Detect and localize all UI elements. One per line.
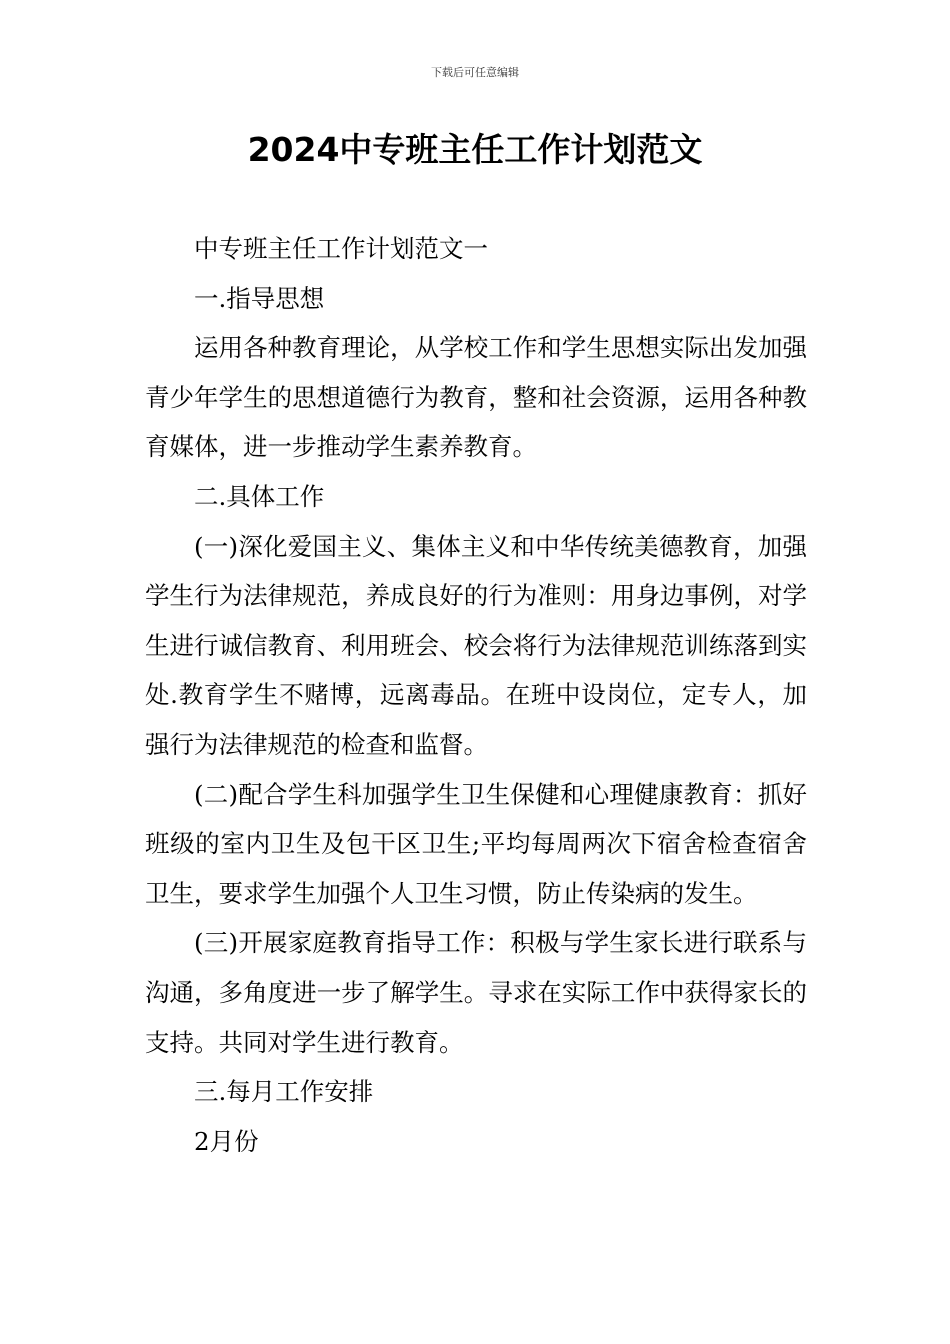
header-note: 下载后可任意编辑	[431, 66, 519, 79]
document-title: 2024中专班主任工作计划范文	[247, 130, 703, 169]
section-heading-guiding-ideology: 一.指导思想	[194, 283, 325, 313]
section-heading-plan-one: 中专班主任工作计划范文一	[194, 234, 488, 263]
paragraph-guiding-ideology: 运用各种教育理论，从学校工作和学生思想实际出发加强青少年学生的思想道德行为教育，整和社会资源，运用各种教育媒体，进一步推动学生素养教育。	[145, 333, 807, 462]
paragraph-work-item-1: (一)深化爱国主义、集体主义和中华传统美德教育，加强学生行为法律规范，养成良好的行为准则：用身边事例，对学生进行诚信教育、利用班会、校会将行为法律规范训练落到实处.教育学生不赌博，远离毒品。在班中设岗位，定专人，加强行为法律规范的检查和监督。	[145, 531, 807, 759]
document-body	[145, 224, 807, 1166]
paragraph-work-item-3: (三)开展家庭教育指导工作：积极与学生家长进行联系与沟通，多角度进一步了解学生。寻求在实际工作中获得家长的支持。共同对学生进行教育。	[145, 928, 807, 1057]
paragraph-month-february: 2月份	[194, 1126, 259, 1156]
section-heading-specific-work: 二.具体工作	[194, 481, 325, 511]
paragraph-work-item-2: (二)配合学生科加强学生卫生保健和心理健康教育：抓好班级的室内卫生及包干区卫生;平均每周两次下宿舍检查宿舍卫生，要求学生加强个人卫生习惯，防止传染病的发生。	[145, 779, 807, 908]
section-heading-monthly-schedule: 三.每月工作安排	[194, 1077, 374, 1107]
